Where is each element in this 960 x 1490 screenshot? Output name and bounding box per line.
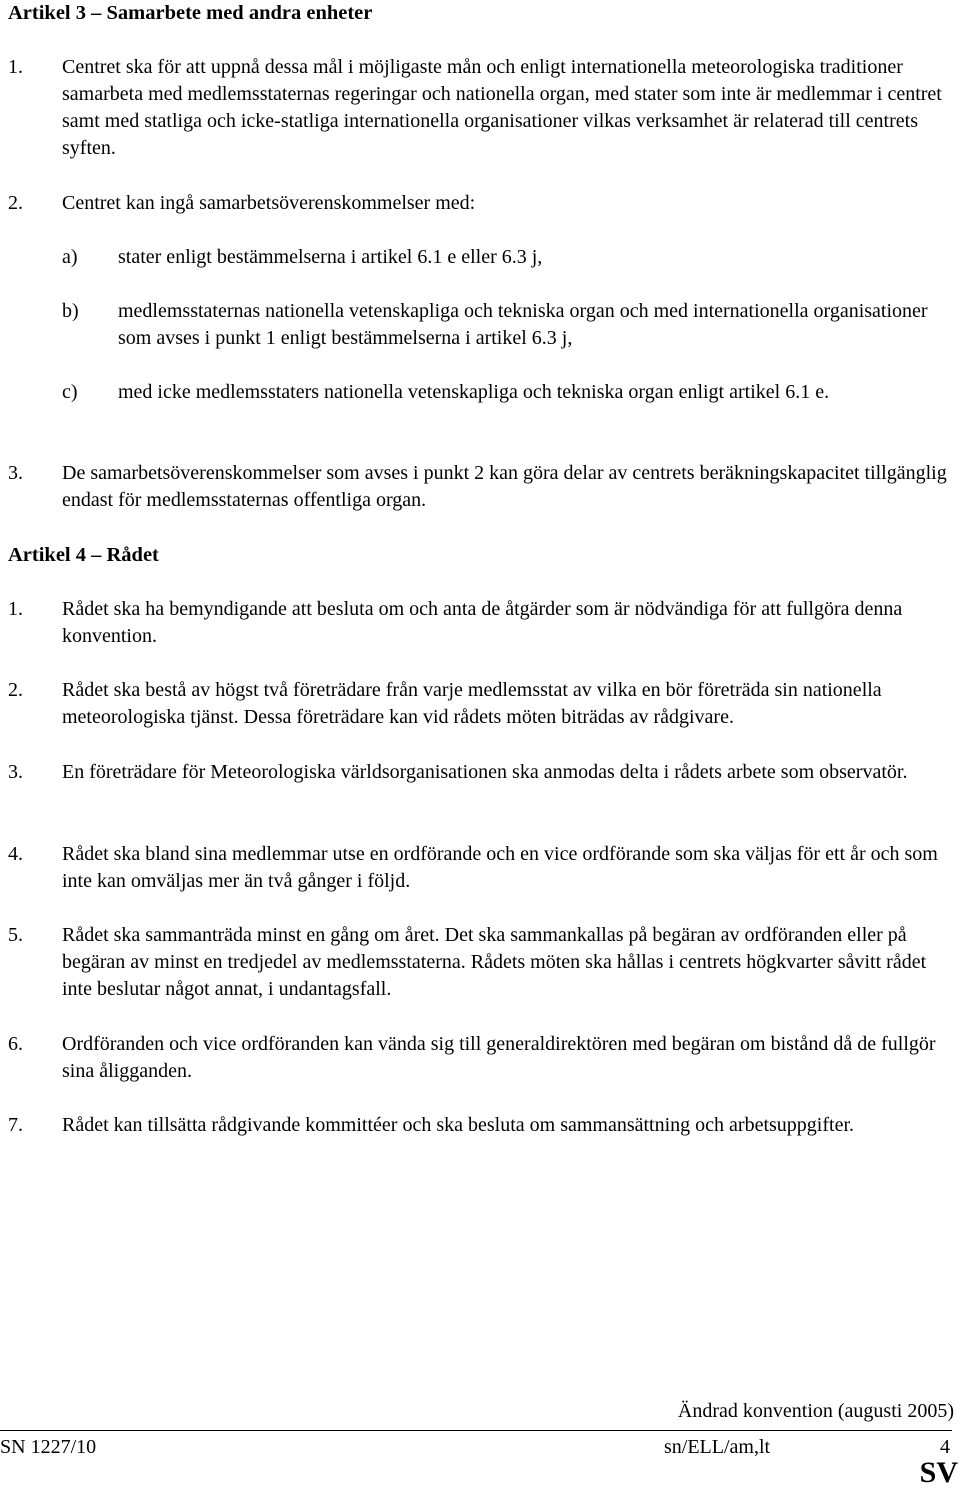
article-3-paragraph-2: [8, 190, 954, 217]
paragraph-text: En företrädare för Meteorologiska världsorganisationen ska anmodas delta i rådets arbete som observatör.: [62, 761, 908, 783]
article-4-paragraph-7: [8, 1112, 954, 1139]
paragraph-text: Centret ska för att uppnå dessa mål i möjligaste mån och enligt internationella meteorologiska traditioner samarbeta med medlemsstaternas regeringar och nationella organ, med stater som inte är medlemmar i centret samt med statliga och icke-statliga internationella organisationer vilkas verksamhet är relaterad till centrets syften.: [62, 56, 942, 159]
paragraph-text: Rådet ska sammanträda minst en gång om året. Det ska sammankallas på begäran av ordföranden eller på begäran av minst en tredjedel av medlemsstaterna. Rådets möten ska hållas i centrets högkvarter såvitt rådet inte beslutar något annat, i undantagsfall.: [62, 924, 927, 1000]
paragraph-number: 1.: [8, 598, 23, 620]
paragraph-number: 7.: [8, 1114, 23, 1136]
paragraph-text: Rådet ska bland sina medlemmar utse en ordförande och en vice ordförande som ska väljas för ett år och som inte kan omväljas mer än två gånger i följd.: [62, 843, 938, 892]
article-3-paragraph-1: [8, 54, 954, 162]
page-number: 4: [940, 1436, 950, 1458]
paragraph-text: Centret kan ingå samarbetsöverenskommelser med:: [62, 192, 476, 214]
paragraph-text: Rådet ska ha bemyndigande att besluta om och anta de åtgärder som är nödvändiga för att fullgöra denna konvention.: [62, 598, 903, 647]
paragraph-text: Ordföranden och vice ordföranden kan vända sig till generaldirektören med begäran om bistånd då de fullgör sina åligganden.: [62, 1033, 936, 1082]
item-letter: a): [62, 246, 78, 268]
paragraph-number: 4.: [8, 843, 23, 865]
article-4-paragraph-4: [8, 841, 954, 895]
amended-convention-note: Ändrad konvention (augusti 2005): [677, 1400, 954, 1422]
paragraph-number: 6.: [8, 1033, 23, 1055]
footer: [0, 1434, 952, 1461]
footer-divider: [0, 1430, 952, 1431]
item-letter: b): [62, 300, 79, 322]
article-4-paragraph-6: [8, 1031, 954, 1085]
paragraph-text: Rådet ska bestå av högst två företrädare från varje medlemsstat av vilka en bör företräda sin nationella meteorologiska tjänst. Dessa företrädare kan vid rådets möten biträdas av rådgivare.: [62, 679, 882, 728]
item-text: stater enligt bestämmelserna i artikel 6.1 e eller 6.3 j,: [118, 246, 543, 268]
paragraph-number: 1.: [8, 56, 23, 78]
language-code: SV: [919, 1456, 958, 1489]
article-4-paragraph-2: [8, 677, 954, 731]
article-4-paragraph-3: [8, 759, 954, 786]
paragraph-number: 5.: [8, 924, 23, 946]
article-4-paragraph-5: [8, 922, 954, 1003]
paragraph-number: 3.: [8, 462, 23, 484]
author-initials: sn/ELL/am,lt: [664, 1436, 771, 1458]
item-letter: c): [62, 381, 78, 403]
article-3-heading: Artikel 3 – Samarbete med andra enheter: [8, 2, 373, 24]
paragraph-number: 3.: [8, 761, 23, 783]
paragraph-text: De samarbetsöverenskommelser som avses i punkt 2 kan göra delar av centrets beräkningskapacitet tillgänglig endast för medlemsstaternas offentliga organ.: [62, 462, 947, 511]
article-3-paragraph-3: [8, 460, 954, 514]
article-4-paragraph-1: [8, 596, 954, 650]
document-reference: SN 1227/10: [0, 1436, 97, 1458]
item-text: med icke medlemsstaters nationella vetenskapliga och tekniska organ enligt artikel 6.1 e.: [118, 381, 830, 403]
paragraph-number: 2.: [8, 192, 23, 214]
paragraph-text: Rådet kan tillsätta rådgivande kommittéer och ska besluta om sammansättning och arbetsuppgifter.: [62, 1114, 855, 1136]
article-3-item-c: [62, 379, 954, 406]
item-text: medlemsstaternas nationella vetenskapliga och tekniska organ och med internationella organisationer som avses i punkt 1 enligt bestämmelserna i artikel 6.3 j,: [118, 300, 928, 349]
article-3-item-b: [62, 298, 954, 352]
paragraph-number: 2.: [8, 679, 23, 701]
article-3-item-a: [62, 244, 954, 271]
article-4-heading: Artikel 4 – Rådet: [8, 544, 159, 566]
